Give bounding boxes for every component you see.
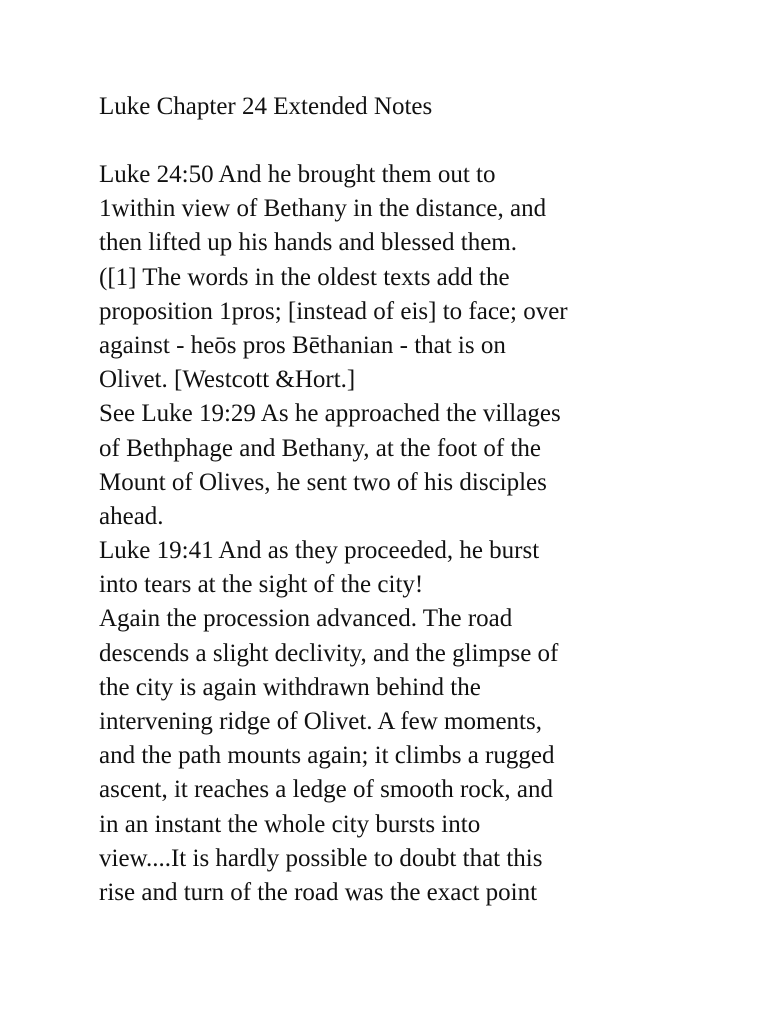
text-line: proposition 1pros; [instead of eis] to face; over (99, 297, 568, 325)
text-line: and the path mounts again; it climbs a rugged (99, 742, 555, 770)
text-line: Luke 24:50 And he brought them out to (99, 161, 496, 188)
text-line: view....It is hardly possible to doubt that this (99, 844, 543, 872)
document-body (99, 158, 739, 910)
text-line: descends a slight declivity, and the glimpse of (99, 639, 559, 667)
text-line: Olivet. [Westcott &Hort.] (99, 366, 356, 394)
text-line: of Bethphage and Bethany, at the foot of the (99, 434, 541, 462)
text-line: intervening ridge of Olivet. A few moments, (99, 708, 542, 735)
text-line: ([1] The words in the oldest texts add the (99, 263, 510, 291)
text-line: Luke 19:41 And as they proceeded, he burst (99, 537, 540, 565)
text-line: Mount of Olives, he sent two of his disciples (99, 468, 547, 496)
text-line: then lifted up his hands and blessed them. (99, 229, 517, 257)
text-line: into tears at the sight of the city! (99, 571, 424, 599)
text-line: against - heōs pros Bēthanian - that is on (99, 331, 506, 359)
text-line: in an instant the whole city bursts into (99, 810, 481, 838)
text-line: See Luke 19:29 As he approached the villages (99, 400, 561, 428)
text-line: 1within view of Bethany in the distance, and (99, 195, 547, 223)
text-line: rise and turn of the road was the exact point (99, 878, 538, 906)
document-title: Luke Chapter 24 Extended Notes (99, 93, 433, 120)
text-line: Again the procession advanced. The road (99, 605, 513, 633)
text-line: the city is again withdrawn behind the (99, 673, 481, 701)
text-line: ahead. (99, 502, 164, 530)
text-line: ascent, it reaches a ledge of smooth rock, and (99, 776, 553, 804)
